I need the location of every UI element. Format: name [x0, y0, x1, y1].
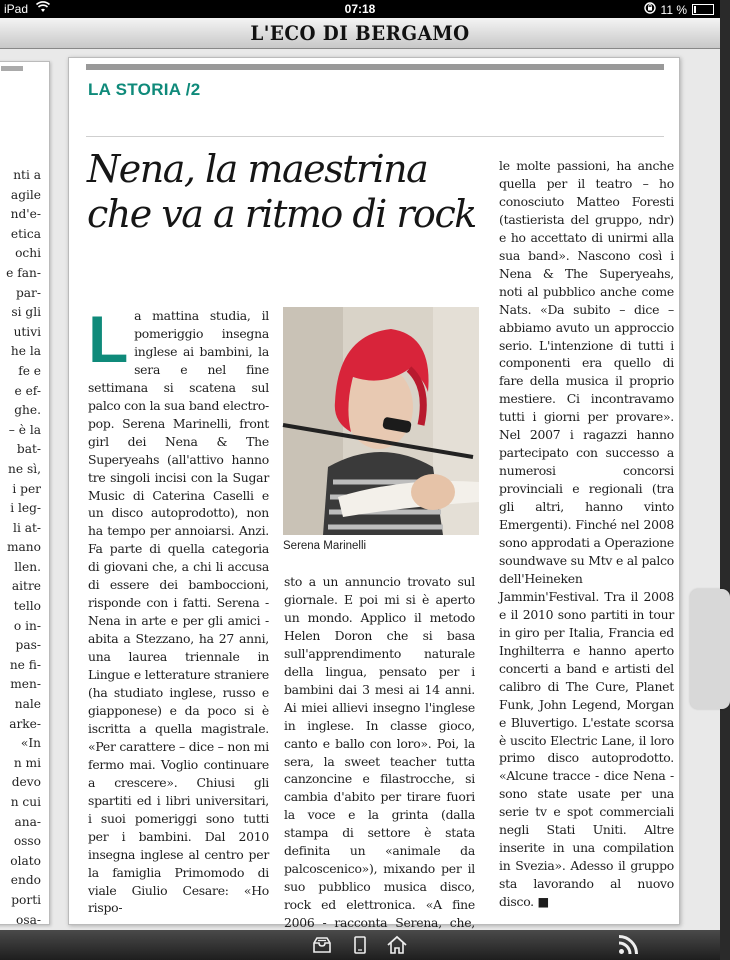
previous-page-line: ne fi-: [9, 657, 41, 672]
drop-cap: L: [88, 302, 129, 376]
column-1-text: a mattina studia, il pomeriggio insegna inglese ai bambini, la sera e nel fine settimana si scatena sul palco con la sua band electro-pop. Serena Marinelli, front girl dei Nena & The Superyeahs (all'attivo hanno tre singoli incisi con la Sugar Music di Caterina Caselli e un disco autoprodotto), non ha tempo per annoiarsi. Anzi. Fa parte di quella categoria di giovani che, a chi li accusa di essere dei bamboccioni, risponde con i fatti. Serena - Nena in arte e per gli amici - abita a Stezzano, ha 27 anni, una laurea triennale in Lingue e letterature straniere (ha studiato inglese, russo e giapponese) e da poco si è iscritta a quella magistrale. «Per carattere – dice – non mi fermo mai. Voglio continuare a crescere». Chiusi gli spartiti ed i libri universitari, i suoi pomeriggi sono tutti per i bambini. Dal 2010 insegna inglese al centro per la famiglia Primomodo di viale Giulio Cesare: «Ho rispo-: [88, 308, 269, 916]
headline-line-2: che va a ritmo di rock: [87, 192, 476, 236]
previous-page-line: tello: [13, 599, 41, 614]
bottom-toolbar: [0, 930, 720, 960]
previous-page-text: [1, 166, 41, 926]
previous-page-line: «In: [20, 736, 41, 751]
previous-page-line: arke-: [9, 716, 41, 731]
previous-page-line: e fan-: [6, 265, 41, 280]
previous-page-line: ne sì,: [8, 461, 41, 476]
page-top-rule: [1, 66, 23, 71]
previous-page-line: n cui: [10, 795, 41, 809]
headline: [87, 147, 487, 237]
previous-page-line: llen.: [14, 559, 41, 574]
next-page-tab[interactable]: [690, 589, 730, 709]
article-photo[interactable]: [283, 307, 479, 535]
column-2-text: sto a un annuncio trovato sul giornale. E poi mi si è aperto un mondo. Applico il metodo Helen Doron che si basa sull'apprendimento naturale della lingua, pensato per i bambini dai 3 mesi ai 14 anni. Ai miei allievi insegno l'inglese in inglese. In classe gioco, canto e ballo con loro». Poi, la sera, la sweet teacher tutta canzoncine e filastrocche, si cambia d'abito per tirare fuori la voce e la grinta (dalla stampa di settore è stata definita un «animale da palcoscenico»), mixando per il suo pubblico musica disco, rock ed elettronica. «A fine 2006 - racconta Serena, che,: [284, 574, 475, 931]
battery-icon: [692, 4, 714, 15]
previous-page-line: utivi: [13, 324, 41, 339]
previous-page-line: ochi: [15, 246, 41, 261]
home-icon[interactable]: [386, 934, 408, 956]
photo-caption: Serena Marinelli: [283, 540, 367, 552]
article-column-2: [284, 573, 475, 950]
newspaper-logo: L'ECO DI BERGAMO: [250, 21, 470, 45]
divider: [86, 136, 664, 137]
previous-page-line: he la: [10, 344, 41, 359]
previous-page-line: agile: [10, 187, 41, 202]
archive-icon[interactable]: [311, 934, 333, 956]
app-title-bar: [0, 18, 720, 49]
article-column-3: [499, 157, 674, 911]
device-name: iPad: [4, 2, 29, 16]
clock: 07:18: [344, 2, 376, 16]
previous-page-line: n mi: [13, 755, 41, 770]
previous-page[interactable]: [0, 61, 50, 925]
page-top-rule: [86, 64, 664, 70]
previous-page-line: ana-: [14, 814, 41, 829]
previous-page-line: porti: [11, 892, 41, 907]
previous-page-line: e ef-: [14, 383, 41, 398]
rotation-lock-icon: [644, 2, 656, 17]
previous-page-line: devo: [11, 775, 41, 790]
headline-line-1: Nena, la maestrina: [87, 147, 428, 191]
previous-page-line: mano: [6, 540, 41, 555]
singer-photo-illustration: [283, 307, 479, 535]
battery-percent: 11 %: [660, 2, 687, 17]
previous-page-line: o in-: [13, 618, 41, 633]
previous-page-line: par-: [15, 285, 41, 300]
previous-page-line: osso: [13, 834, 41, 849]
previous-page-line: nti a: [13, 168, 41, 182]
previous-page-line: endo: [10, 873, 41, 888]
previous-page-line: olato: [10, 853, 41, 868]
rss-icon[interactable]: [617, 934, 639, 956]
article-page[interactable]: [68, 57, 680, 931]
previous-page-line: si gli: [11, 305, 41, 320]
previous-page-line: nd'e-: [10, 207, 41, 222]
previous-page-line: i leg-: [10, 501, 41, 516]
previous-page-line: men-: [10, 677, 41, 692]
previous-page-line: etica: [10, 226, 41, 241]
previous-page-line: nale: [14, 697, 41, 712]
previous-page-line: pas-: [15, 638, 41, 653]
previous-page-line: fe e: [18, 363, 41, 378]
previous-page-line: aitre: [11, 579, 41, 594]
page-icon[interactable]: [349, 934, 371, 956]
previous-page-line: osa-: [16, 912, 41, 927]
status-bar: [0, 0, 720, 18]
column-3-text: le molte passioni, ha anche quella per il teatro – ho conosciuto Matteo Foresti (tastierista del gruppo, ndr) e ho accettato di unirmi alla sua band». Nascono così i Nena & The Superyeahs, noti al pubblico anche come Nats. «Da subito – dice – abbiamo avuto un approccio serio. L'intenzione di tutti i componenti era quello di fare della musica il proprio mestiere. Ci incontravamo tutti i giorni per provare». Nel 2007 i ragazzi hanno partecipato con successo a numerosi concorsi provinciali e regionali (tra gli altri, hanno vinto Emergenti). Finché nel 2008 sono approdati a Operazione soundwave su Mtv e al palco dell'Heineken Jammin'Festival. Tra il 2008 e il 2010 sono partiti in tour in giro per Italia, Francia ed Inghilterra e hanno aperto concerti a band e artisti del calibro di The Cure, Planet Funk, John Legend, Morgan e Bluvertigo. L'estate scorsa è uscito Electric Lane, il loro primo disco autoprodotto. «Alcune tracce - dice Nena - sono state usate per una serie tv e spot commerciali negli Stati Uniti. Altre inserite in una compilation in Svezia». Adesso il gruppo sta lavorando al nuovo disco. ■: [499, 158, 674, 910]
reader-area[interactable]: [0, 49, 720, 930]
section-label: LA STORIA /2: [88, 80, 201, 99]
previous-page-line: i per: [12, 481, 41, 496]
previous-page-line: bat-: [16, 442, 41, 457]
previous-page-line: ghe.: [14, 403, 41, 418]
article-column-1: [88, 302, 269, 917]
previous-page-line: li at-: [13, 520, 41, 535]
previous-page-line: – è la: [8, 422, 41, 437]
